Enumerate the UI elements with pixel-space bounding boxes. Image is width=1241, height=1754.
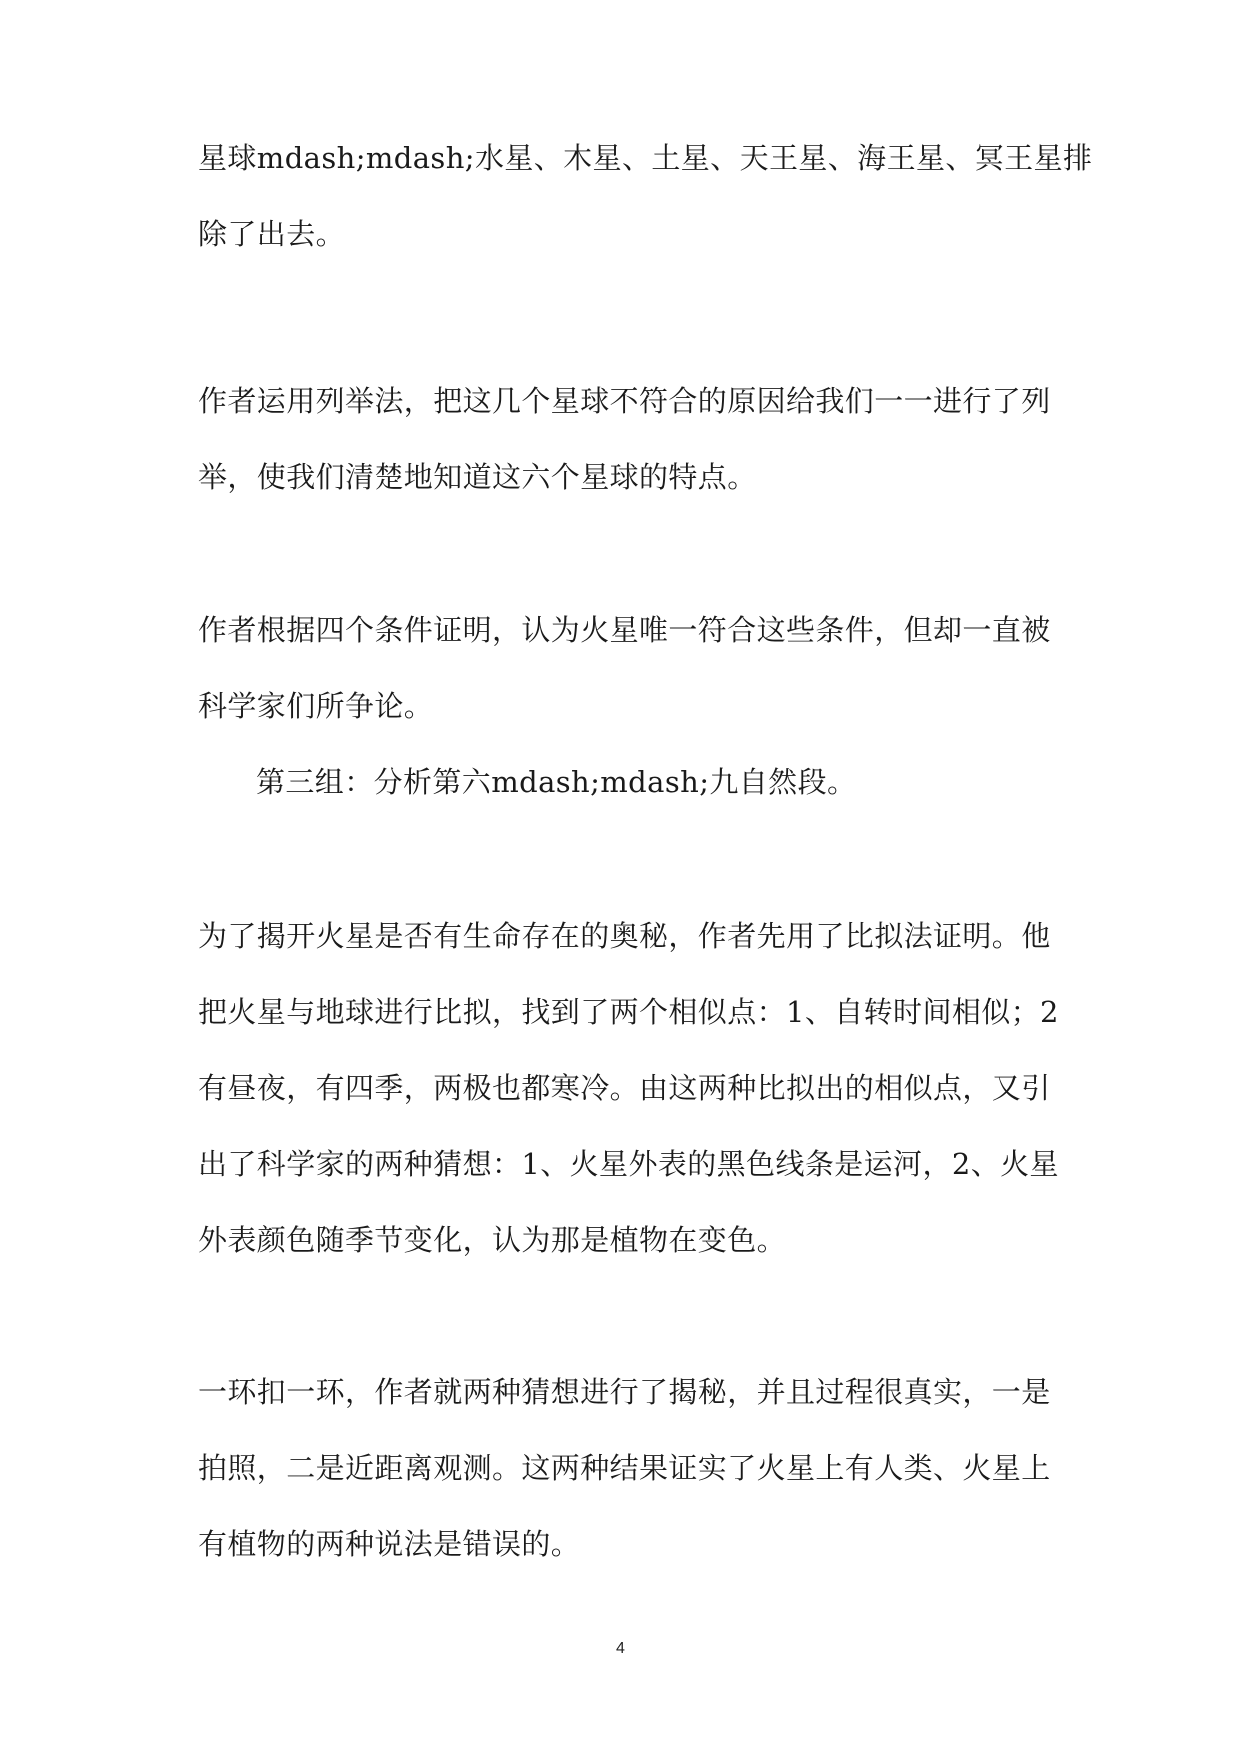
paragraph-6-line-2: 拍照，二是近距离观测。这两种结果证实了火星上有人类、火星上: [198, 1451, 1051, 1485]
page-number: 4: [616, 1640, 625, 1657]
paragraph-5-line-3: 有昼夜，有四季，两极也都寒冷。由这两种比拟出的相似点，又引: [198, 1071, 1051, 1105]
paragraph-1-line-2: 除了出去。: [198, 217, 346, 251]
paragraph-3-line-2: 科学家们所争论。: [198, 689, 434, 723]
paragraph-3-line-1: 作者根据四个条件证明，认为火星唯一符合这些条件，但却一直被: [198, 613, 1051, 647]
paragraph-2-line-1: 作者运用列举法，把这几个星球不符合的原因给我们一一进行了列: [198, 384, 1051, 418]
paragraph-6-line-1: 一环扣一环，作者就两种猜想进行了揭秘，并且过程很真实，一是: [198, 1375, 1051, 1409]
paragraph-5-line-4: 出了科学家的两种猜想：1、火星外表的黑色线条是运河，2、火星: [198, 1147, 1059, 1181]
paragraph-2-line-2: 举，使我们清楚地知道这六个星球的特点。: [198, 460, 757, 494]
paragraph-5-line-1: 为了揭开火星是否有生命存在的奥秘，作者先用了比拟法证明。他: [198, 919, 1051, 953]
paragraph-6-line-3: 有植物的两种说法是错误的。: [198, 1527, 581, 1561]
paragraph-5-line-5: 外表颜色随季节变化，认为那是植物在变色。: [198, 1223, 787, 1257]
section-heading-group-3: 第三组：分析第六mdash;mdash;九自然段。: [256, 765, 857, 799]
paragraph-1-line-1: 星球mdash;mdash;水星、木星、土星、天王星、海王星、冥王星排: [198, 141, 1093, 175]
paragraph-5-line-2: 把火星与地球进行比拟，找到了两个相似点：1、自转时间相似；2: [198, 995, 1059, 1029]
